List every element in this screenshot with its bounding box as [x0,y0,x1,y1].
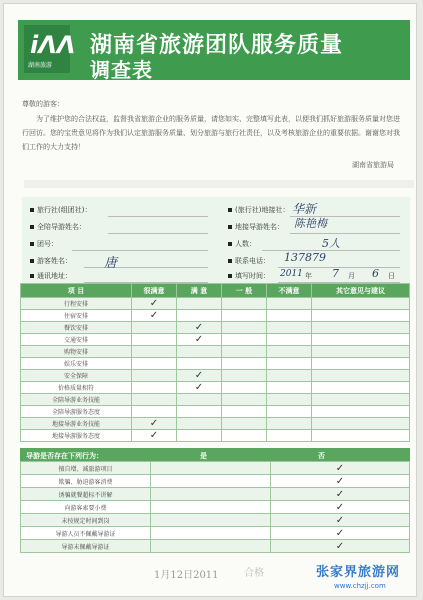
rating-row [21,406,410,418]
rating-comment-cell[interactable] [312,382,410,394]
handwritten-group-size: 5人 [322,237,340,250]
guide-yes-cell[interactable] [151,514,271,527]
rating-cell[interactable] [132,334,177,346]
rating-item-label: 餐饮安排 [21,322,132,334]
bullet-icon [30,259,34,263]
guide-behavior-label: 导游未佩戴导游证 [21,540,151,553]
rating-row [21,358,410,370]
rating-cell[interactable] [132,382,177,394]
bullet-icon [228,259,232,263]
watermark-title: 张家界旅游网 [316,565,401,580]
rating-cell[interactable] [267,298,312,310]
bullet-icon [30,208,34,212]
col-header-item: 项 目 [21,284,132,298]
bullet-icon [228,208,232,212]
check-mark-icon: ✓ [149,298,159,309]
info-group-no[interactable] [30,239,58,251]
rating-cell[interactable] [177,430,222,442]
rating-item-label: 价格质量相符 [21,382,132,394]
rating-comment-cell[interactable] [312,346,410,358]
guide-no-cell[interactable] [271,501,410,514]
guide-behavior-label: 诱骗就餐超标不讲解 [21,488,151,501]
check-mark-icon: ✓ [194,370,204,381]
guide-row [21,540,410,553]
guide-row [21,488,410,501]
guide-behavior-label: 擅自增、减旅游项目 [21,462,151,475]
check-mark-icon: ✓ [335,475,345,487]
rating-cell[interactable] [177,346,222,358]
check-mark-icon: ✓ [335,540,345,552]
rating-comment-cell[interactable] [312,334,410,346]
info-label: 联系电话： [235,257,270,265]
rating-item-label: 全陪导游业务技能 [21,394,132,406]
underline [108,233,208,234]
info-label: 全陪导游姓名： [37,223,86,231]
handwritten-note-2: 合格 [244,568,264,579]
guide-behavior-label: 向游客索要小费 [21,501,151,514]
col-header-unsatisfied: 不满意 [267,284,312,298]
underline [84,267,208,268]
rating-cell[interactable] [132,430,177,442]
guide-row [21,527,410,540]
info-label: 旅行社(组团社)： [37,206,92,214]
info-group-size[interactable] [228,239,256,251]
rating-cell[interactable] [177,418,222,430]
guide-yes-cell[interactable] [151,527,271,540]
month-unit: 月 [348,272,355,280]
guide-row [21,514,410,527]
rating-cell[interactable] [267,358,312,370]
rating-cell[interactable] [132,346,177,358]
rating-cell[interactable] [267,394,312,406]
info-label: 通讯地址： [37,272,72,280]
rating-cell[interactable] [267,310,312,322]
check-mark-icon: ✓ [335,501,345,513]
info-label: 人数： [235,240,256,248]
rating-comment-cell[interactable] [312,322,410,334]
rating-comment-cell[interactable] [312,358,410,370]
rating-cell[interactable] [132,298,177,310]
rating-cell[interactable] [177,370,222,382]
info-travel-agency[interactable] [30,205,91,217]
rating-cell[interactable] [132,358,177,370]
underline [290,233,400,234]
underline [72,250,208,251]
handwritten-year: 2011 [280,269,303,279]
rating-cell[interactable] [267,406,312,418]
info-address[interactable] [30,271,72,283]
rating-item-label: 行程安排 [21,298,132,310]
check-mark-icon: ✓ [149,430,159,441]
rating-cell[interactable] [177,298,222,310]
check-mark-icon: ✓ [335,527,345,539]
rating-row [21,394,410,406]
check-mark-icon: ✓ [194,322,204,333]
rating-item-label: 安全保障 [21,370,132,382]
rating-cell[interactable] [222,358,267,370]
page-subtitle: 调查表 [90,58,153,80]
rating-item-label: 娱乐安排 [21,358,132,370]
underline [278,267,400,268]
rating-cell[interactable] [222,406,267,418]
greeting: 尊敬的游客： [22,100,64,108]
guide-yes-cell[interactable] [151,462,271,475]
rating-cell[interactable] [132,418,177,430]
handwritten-phone: 137879 [284,251,326,264]
guide-yes-cell[interactable] [151,501,271,514]
rating-row [21,370,410,382]
rating-cell[interactable] [267,430,312,442]
rating-cell[interactable] [222,322,267,334]
rating-cell[interactable] [267,322,312,334]
col-header-satisfied: 满 意 [177,284,222,298]
day-unit: 日 [388,272,395,280]
guide-yes-cell[interactable] [151,488,271,501]
rating-comment-cell[interactable] [312,430,410,442]
watermark-url: www.chzjj.com [334,582,386,590]
rating-comment-cell[interactable] [312,406,410,418]
guide-behavior-label: 导游人员不佩戴导游证 [21,527,151,540]
info-panel [22,197,410,283]
handwritten-local-guide: 陈艳梅 [294,217,327,230]
guide-yes-cell[interactable] [151,540,271,553]
handwritten-note: 1月12日2011 [154,570,219,581]
check-mark-icon: ✓ [194,334,204,345]
rating-cell[interactable] [132,310,177,322]
check-mark-icon: ✓ [194,382,204,393]
rating-table [20,283,410,442]
check-mark-icon: ✓ [335,488,345,500]
rating-cell[interactable] [222,430,267,442]
guide-behavior-label: 未按规定时间到岗 [21,514,151,527]
underline [108,216,208,217]
guide-no-cell[interactable] [271,462,410,475]
handwritten-month: 7 [332,267,339,280]
info-date[interactable] [228,271,270,283]
rating-row [21,430,410,442]
guide-no-header: 否 [318,452,325,460]
rating-comment-cell[interactable] [312,394,410,406]
rating-cell[interactable] [132,394,177,406]
info-ground-agency[interactable] [228,205,289,217]
rating-item-label: 交通安排 [21,334,132,346]
info-label: 地接导游姓名： [235,223,284,231]
rating-cell[interactable] [177,406,222,418]
survey-sheet [3,3,417,597]
rating-row [21,334,410,346]
rating-item-label: 购物安排 [21,346,132,358]
col-header-very-satisfied: 很满意 [132,284,177,298]
rating-cell[interactable] [267,382,312,394]
header-banner [18,20,410,80]
handwritten-tourist-name: 唐 [104,256,118,271]
guide-no-cell[interactable] [271,514,410,527]
handwritten-ground-agency: 华新 [292,202,317,216]
handwritten-day: 6 [372,267,379,280]
info-label: 团号： [37,240,58,248]
rating-cell[interactable] [222,310,267,322]
rating-cell[interactable] [132,406,177,418]
guide-no-cell[interactable] [271,475,410,488]
rating-row [21,298,410,310]
col-header-average: 一 般 [222,284,267,298]
rating-cell[interactable] [132,322,177,334]
check-mark-icon: ✓ [149,418,159,429]
info-phone[interactable] [228,256,270,268]
rating-cell[interactable] [177,382,222,394]
bullet-icon [30,274,34,278]
intro-body: 为了维护您的合法权益，监督我省旅游企业的服务质量，请您如实、完整填写此表，以便我们抓好旅游服务质量对您进行回访。您的宝贵意见将作为我们认定旅游服务质量、划分旅游与旅行社责任，以及考核旅游企业的重要依据。谢谢您对我们工作的大力支持！ [22,115,400,151]
check-mark-icon: ✓ [149,310,159,321]
rating-comment-cell[interactable] [312,418,410,430]
check-mark-icon: ✓ [335,462,345,474]
rating-row [21,322,410,334]
rating-comment-cell[interactable] [312,370,410,382]
rating-cell[interactable] [177,358,222,370]
bullet-icon [30,242,34,246]
year-unit: 年 [305,272,312,280]
info-label: (旅行社)地接社： [235,206,290,214]
guide-question-header [20,448,410,461]
rating-comment-cell[interactable] [312,310,410,322]
info-tourist-name[interactable] [30,256,72,268]
issuer-signature: 湖南省旅游局 [352,161,394,169]
guide-row [21,501,410,514]
rating-cell[interactable] [222,382,267,394]
guide-no-cell[interactable] [271,540,410,553]
logo-mark: iΛΛ [30,31,76,59]
guide-yes-header: 是 [200,452,207,460]
bullet-icon [228,225,232,229]
info-local-guide[interactable] [228,222,284,234]
guide-no-cell[interactable] [271,527,410,540]
rating-row [21,310,410,322]
rating-item-label: 地接导游业务技能 [21,418,132,430]
rating-comment-cell[interactable] [312,298,410,310]
rating-cell[interactable] [222,394,267,406]
rating-cell[interactable] [177,334,222,346]
info-label: 填写时间： [235,272,270,280]
rating-cell[interactable] [177,310,222,322]
col-header-comments: 其它意见与建议 [312,284,410,298]
info-label: 游客姓名： [37,257,72,265]
bullet-icon [228,242,232,246]
rating-item-label: 住宿安排 [21,310,132,322]
intro-text [22,97,406,154]
rating-cell[interactable] [267,370,312,382]
rating-row [21,418,410,430]
rating-cell[interactable] [177,394,222,406]
rating-row [21,346,410,358]
guide-no-cell[interactable] [271,488,410,501]
guide-row [21,475,410,488]
rating-cell[interactable] [222,370,267,382]
rating-cell[interactable] [222,334,267,346]
bullet-icon [228,274,232,278]
logo-subtitle: 湖南旅游 [28,62,53,69]
rating-item-label: 地接导游服务态度 [21,430,132,442]
rating-item-label: 全陪导游服务态度 [21,406,132,418]
bullet-icon [30,225,34,229]
rating-cell[interactable] [222,418,267,430]
rating-cell[interactable] [267,334,312,346]
guide-behavior-table [20,461,410,553]
rating-cell[interactable] [222,346,267,358]
check-mark-icon: ✓ [335,514,345,526]
divider [24,180,414,188]
rating-row [21,382,410,394]
logo [24,25,76,73]
guide-question: 导游是否存在下列行为： [26,452,103,460]
guide-behavior-label: 欺骗、胁迫游客消费 [21,475,151,488]
rating-cell[interactable] [132,370,177,382]
info-full-guide[interactable] [30,222,86,234]
rating-cell[interactable] [177,322,222,334]
rating-cell[interactable] [267,418,312,430]
page-title: 湖南省旅游团队服务质量 [90,33,344,58]
guide-row [21,462,410,475]
guide-yes-cell[interactable] [151,475,271,488]
rating-cell[interactable] [222,298,267,310]
rating-cell[interactable] [267,346,312,358]
